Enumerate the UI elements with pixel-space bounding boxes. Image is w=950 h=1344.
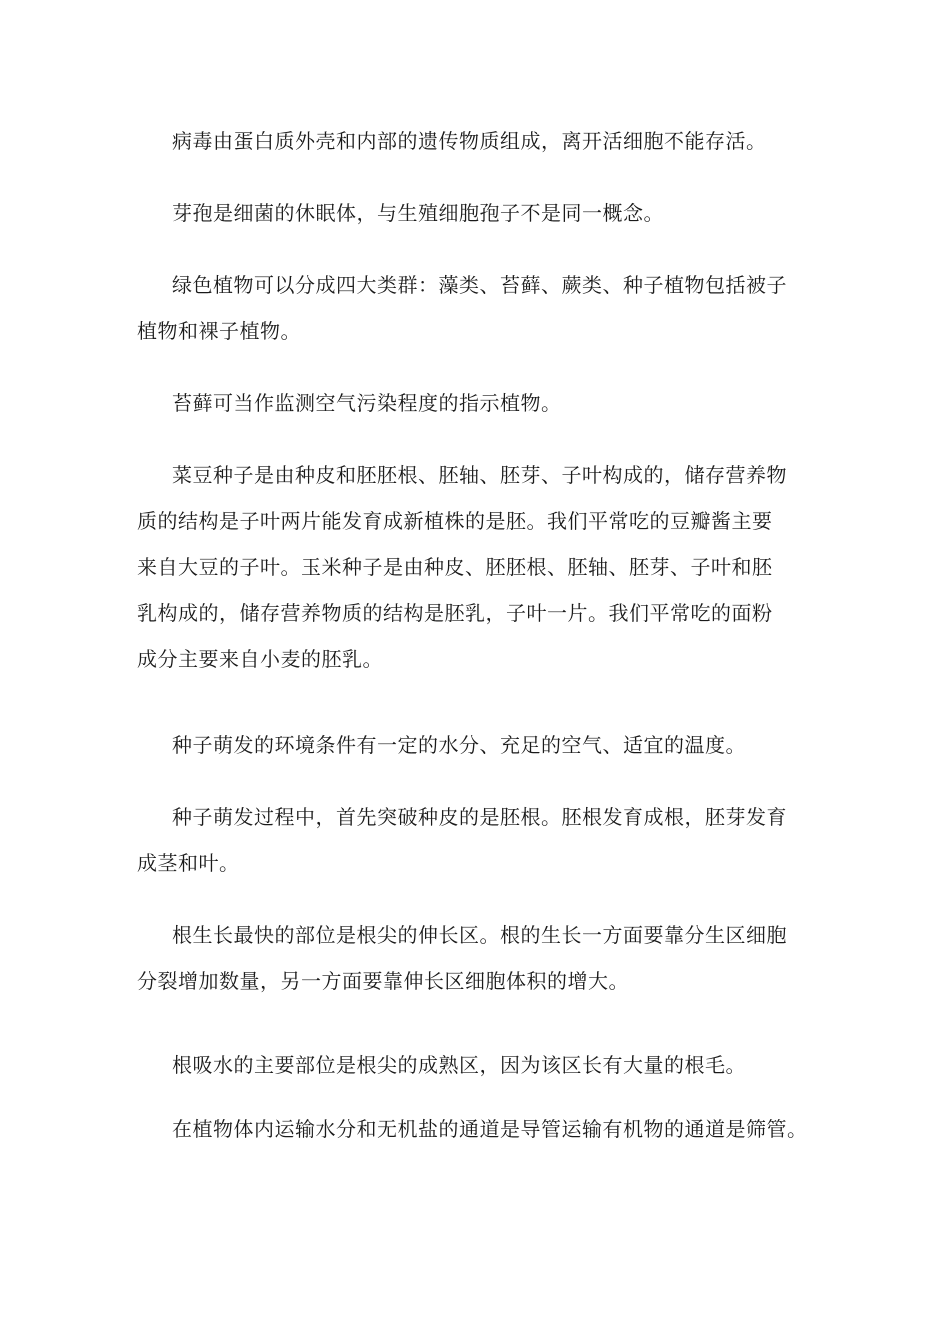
paragraph-spore <box>137 190 837 236</box>
text-line: 分裂增加数量，另一方面要靠伸长区细胞体积的增大。 <box>137 969 629 993</box>
text-line: 根生长最快的部位是根尖的伸长区。根的生长一方面要靠分生区细胞 <box>172 923 787 947</box>
text-line: 病毒由蛋白质外壳和内部的遗传物质组成，离开活细胞不能存活。 <box>172 129 767 153</box>
paragraph-root-growth <box>137 912 837 1004</box>
paragraph-germination-conditions <box>137 722 837 768</box>
text-line: 成茎和叶。 <box>137 851 240 875</box>
text-line: 成分主要来自小麦的胚乳。 <box>137 647 383 671</box>
text-line: 植物和裸子植物。 <box>137 319 301 343</box>
paragraph-plant-groups <box>137 262 837 354</box>
text-line: 芽孢是细菌的休眠体，与生殖细胞孢子不是同一概念。 <box>172 201 664 225</box>
text-line: 来自大豆的子叶。玉米种子是由种皮、胚胚根、胚轴、胚芽、子叶和胚 <box>137 555 773 579</box>
text-line: 种子萌发的环境条件有一定的水分、充足的空气、适宜的温度。 <box>172 733 746 757</box>
paragraph-virus <box>137 118 837 164</box>
text-line: 在植物体内运输水分和无机盐的通道是导管运输有机物的通道是筛管。 <box>172 1117 808 1141</box>
text-line: 乳构成的，储存营养物质的结构是胚乳，子叶一片。我们平常吃的面粉 <box>137 601 773 625</box>
text-line: 种子萌发过程中，首先突破种皮的是胚根。胚根发育成根，胚芽发育 <box>172 805 787 829</box>
text-line: 苔藓可当作监测空气污染程度的指示植物。 <box>172 391 562 415</box>
text-line: 绿色植物可以分成四大类群：藻类、苔藓、蕨类、种子植物包括被子 <box>172 273 787 297</box>
paragraph-water-absorption <box>137 1042 837 1088</box>
paragraph-seeds <box>137 452 837 682</box>
text-line: 质的结构是子叶两片能发育成新植株的是胚。我们平常吃的豆瓣酱主要 <box>137 509 773 533</box>
text-line: 菜豆种子是由种皮和胚胚根、胚轴、胚芽、子叶构成的，储存营养物 <box>172 463 787 487</box>
paragraph-moss <box>137 380 837 426</box>
paragraph-germination-process <box>137 794 837 886</box>
paragraph-transport <box>137 1106 837 1152</box>
text-line: 根吸水的主要部位是根尖的成熟区，因为该区长有大量的根毛。 <box>172 1053 746 1077</box>
